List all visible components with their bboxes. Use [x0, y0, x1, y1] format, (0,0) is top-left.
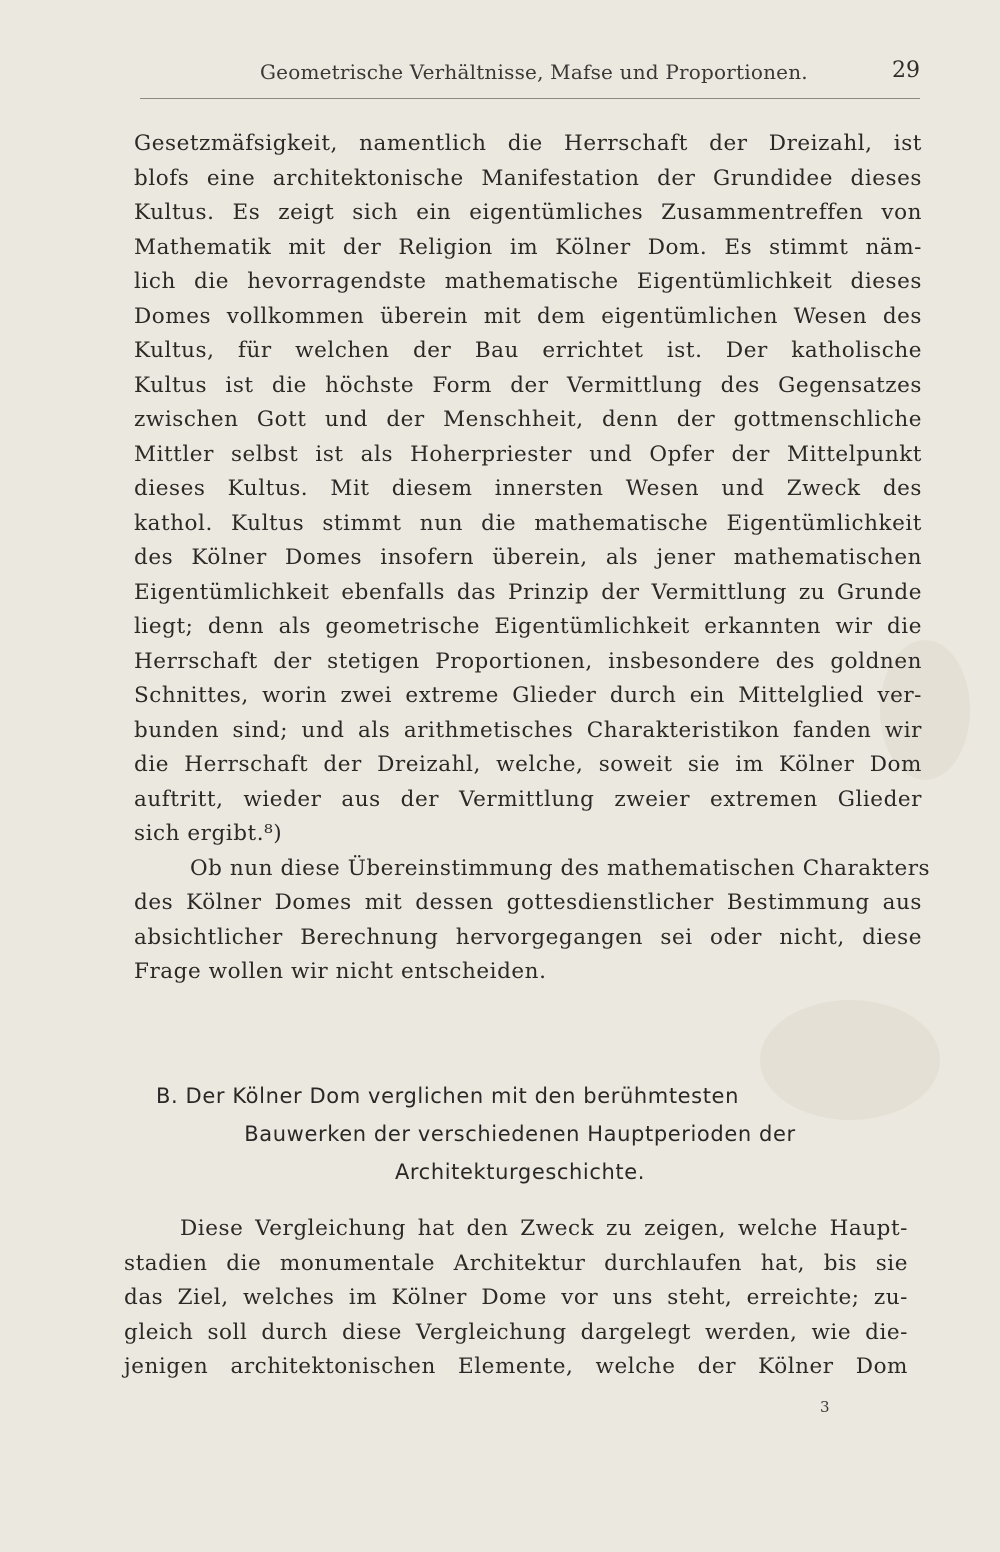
text-line: lich die hevorragendste mathematische Eigentümlichkeit dieses [134, 269, 922, 294]
text-line: Kultus ist die höchste Form der Vermittlung des Gegensatzes [134, 372, 922, 398]
text-line: Mittler selbst ist als Hoherpriester und Opfer der Mittelpunkt [134, 441, 922, 467]
text-line: auftritt, wieder aus der Vermittlung zweier extremen Glieder [134, 786, 922, 812]
text-line: gleich soll durch diese Vergleichung dargelegt werden, wie die- [124, 1319, 908, 1345]
text-line: Mathematik mit der Religion im Kölner Dom. Es stimmt näm- [134, 234, 922, 260]
text-line: des Kölner Domes insofern überein, als jener mathematischen [134, 545, 922, 570]
text-line: bunden sind; und als arithmetisches Charakteristikon fanden wir [134, 717, 922, 743]
text-line: liegt; denn als geometrische Eigentümlichkeit erkannten wir die [134, 614, 922, 639]
heading-line: Architekturgeschichte. [394, 1160, 646, 1184]
heading-line: Bauwerken der verschiedenen Hauptperioden der [244, 1122, 796, 1146]
paragraph-start-line: Ob nun diese Übereinstimmung des mathematischen Charakters [190, 855, 931, 881]
text-line: des Kölner Domes mit dessen gottesdienstlicher Bestimmung aus [134, 890, 922, 915]
text-line: zwischen Gott und der Menschheit, denn der gottmenschliche [134, 407, 922, 432]
text-line: sich ergibt.⁸) [134, 821, 283, 846]
running-title: Geometrische Verhältnisse, Mafse und Proportionen. [260, 60, 808, 84]
text-line: Herrschaft der stetigen Proportionen, insbesondere des goldnen [134, 648, 922, 674]
section-heading [150, 1077, 890, 1191]
text-line: dieses Kultus. Mit diesem innersten Wesen und Zweck des [134, 476, 922, 501]
text-line: kathol. Kultus stimmt nun die mathematische Eigentümlichkeit [134, 510, 922, 536]
header-rule [140, 98, 920, 99]
signature-mark: 3 [820, 1398, 830, 1416]
text-line: absichtlicher Berechnung hervorgegangen sei oder nicht, diese [134, 924, 922, 950]
text-line: Schnittes, worin zwei extreme Glieder durch ein Mittelglied ver- [134, 683, 922, 708]
text-line: jenigen architektonischen Elemente, welche der Kölner Dom [124, 1354, 908, 1379]
text-line: blofs eine architektonische Manifestation der Grundidee dieses [134, 165, 922, 191]
text-line: stadien die monumentale Architektur durchlaufen hat, bis sie [124, 1250, 908, 1276]
paragraph-start-line: Diese Vergleichung hat den Zweck zu zeigen, welche Haupt- [180, 1216, 908, 1241]
text-line: Kultus. Es zeigt sich ein eigentümliches Zusammentreffen von [134, 200, 922, 225]
text-line: Eigentümlichkeit ebenfalls das Prinzip der Vermittlung zu Grunde [134, 579, 922, 605]
page-number: 29 [892, 58, 920, 83]
main-text [134, 127, 931, 990]
text-line: Frage wollen wir nicht entscheiden. [134, 959, 547, 984]
text-line: die Herrschaft der Dreizahl, welche, soweit sie im Kölner Dom [134, 752, 922, 777]
text-line: Domes vollkommen überein mit dem eigentümlichen Wesen des [134, 303, 922, 329]
section-text [124, 1212, 908, 1385]
text-line: das Ziel, welches im Kölner Dome vor uns steht, erreichte; zu- [124, 1285, 908, 1310]
heading-line: B. Der Kölner Dom verglichen mit den berühmtesten [156, 1084, 739, 1108]
text-line: Kultus, für welchen der Bau errichtet ist. Der katholische [134, 338, 922, 363]
page-header [140, 58, 922, 90]
text-line: Gesetzmäfsigkeit, namentlich die Herrschaft der Dreizahl, ist [134, 131, 922, 156]
